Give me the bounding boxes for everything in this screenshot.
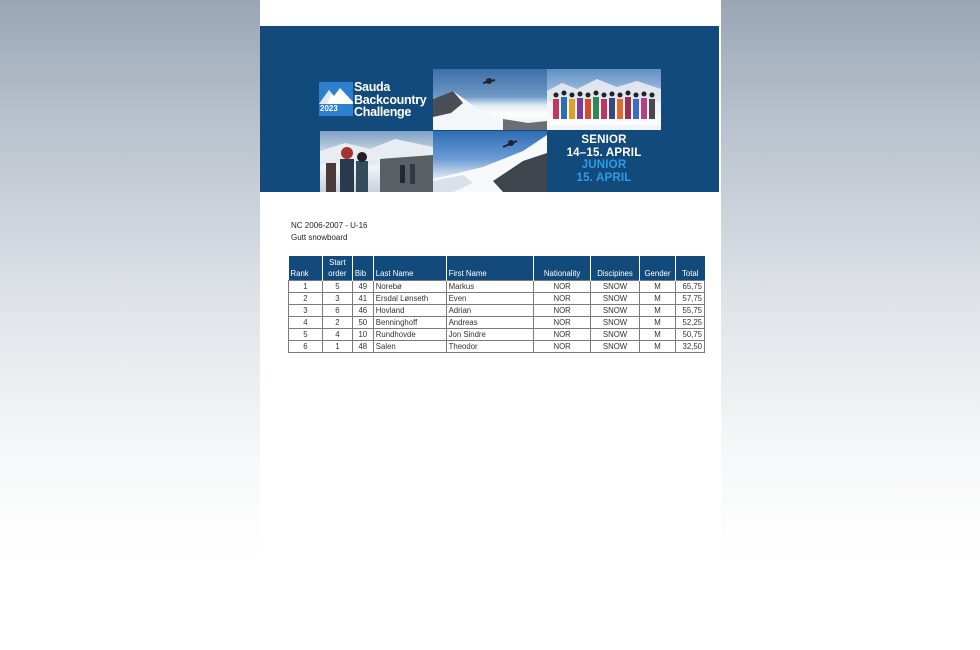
cell-bib: 49 — [352, 281, 373, 293]
cell-total: 65,75 — [675, 281, 704, 293]
mountain-logo-icon — [319, 82, 353, 116]
header-disciplines: Discipines — [591, 256, 640, 281]
category-title: NC 2006-2007 - U-16 — [291, 221, 368, 230]
cell-nationality: NOR — [534, 305, 591, 317]
header-nationality: Nationality — [534, 256, 591, 281]
cell-rank: 5 — [289, 329, 323, 341]
table-row — [289, 329, 705, 341]
cell-rank: 2 — [289, 293, 323, 305]
cell-gender: M — [640, 281, 676, 293]
results-table — [288, 256, 705, 353]
cell-total: 52,25 — [675, 317, 704, 329]
cell-nationality: NOR — [534, 329, 591, 341]
event-banner — [260, 26, 719, 192]
cell-rank: 6 — [289, 341, 323, 353]
cell-bib: 48 — [352, 341, 373, 353]
header-last-name: Last Name — [373, 256, 446, 281]
cell-nationality: NOR — [534, 341, 591, 353]
cell-nationality: NOR — [534, 281, 591, 293]
table-row — [289, 341, 705, 353]
cell-start-order: 5 — [322, 281, 352, 293]
header-gender: Gender — [640, 256, 676, 281]
cell-start-order: 3 — [322, 293, 352, 305]
cell-first-name: Jon Sindre — [446, 329, 534, 341]
header-rank: Rank — [289, 256, 323, 281]
header-start-order-line1: Start — [329, 258, 346, 267]
cell-last-name: Hovland — [373, 305, 446, 317]
senior-label: SENIOR — [581, 134, 627, 146]
cell-start-order: 1 — [322, 341, 352, 353]
document-page — [260, 0, 721, 650]
cell-bib: 46 — [352, 305, 373, 317]
photo-group — [547, 69, 661, 130]
logo-line: Sauda — [354, 80, 391, 94]
photo-snowboard — [433, 131, 547, 192]
junior-dates: 15. APRIL — [576, 171, 632, 184]
cell-rank: 1 — [289, 281, 323, 293]
event-dates — [547, 134, 661, 184]
cell-bib: 50 — [352, 317, 373, 329]
cell-total: 32,50 — [675, 341, 704, 353]
cell-first-name: Markus — [446, 281, 534, 293]
cell-gender: M — [640, 305, 676, 317]
cell-gender: M — [640, 341, 676, 353]
logo-text — [354, 81, 434, 119]
cell-last-name: Norebø — [373, 281, 446, 293]
table-row — [289, 305, 705, 317]
senior-dates: 14–15. APRIL — [566, 146, 642, 159]
cell-start-order: 4 — [322, 329, 352, 341]
cell-discipline: SNOW — [591, 281, 640, 293]
cell-last-name: Benninghoff — [373, 317, 446, 329]
table-row — [289, 317, 705, 329]
logo-line: Backcountry — [354, 92, 427, 107]
cell-first-name: Andreas — [446, 317, 534, 329]
cell-rank: 3 — [289, 305, 323, 317]
cell-first-name: Even — [446, 293, 534, 305]
cell-total: 50,75 — [675, 329, 704, 341]
cell-bib: 41 — [352, 293, 373, 305]
cell-start-order: 6 — [322, 305, 352, 317]
cell-last-name: Salen — [373, 341, 446, 353]
cell-start-order: 2 — [322, 317, 352, 329]
cell-last-name: Rundhovde — [373, 329, 446, 341]
cell-total: 57,75 — [675, 293, 704, 305]
cell-rank: 4 — [289, 317, 323, 329]
header-start-order — [322, 256, 352, 281]
cell-discipline: SNOW — [591, 329, 640, 341]
photo-ski-jump — [433, 69, 547, 130]
header-start-order-line2: order — [328, 269, 347, 278]
category-subtitle: Gutt snowboard — [291, 233, 348, 242]
cell-discipline: SNOW — [591, 293, 640, 305]
cell-nationality: NOR — [534, 317, 591, 329]
cell-discipline: SNOW — [591, 341, 640, 353]
table-row — [289, 293, 705, 305]
cell-total: 55,75 — [675, 305, 704, 317]
junior-label: JUNIOR — [581, 159, 627, 171]
header-first-name: First Name — [446, 256, 534, 281]
cell-discipline: SNOW — [591, 317, 640, 329]
cell-bib: 10 — [352, 329, 373, 341]
photo-hikers — [320, 131, 433, 192]
header-bib: Bib — [352, 256, 373, 281]
table-row — [289, 281, 705, 293]
cell-last-name: Ersdal Lønseth — [373, 293, 446, 305]
header-total: Total — [675, 256, 704, 281]
cell-gender: M — [640, 329, 676, 341]
cell-first-name: Adrian — [446, 305, 534, 317]
cell-discipline: SNOW — [591, 305, 640, 317]
cell-gender: M — [640, 317, 676, 329]
cell-first-name: Theodor — [446, 341, 534, 353]
logo-year: 2023 — [320, 104, 338, 113]
cell-gender: M — [640, 293, 676, 305]
logo-line: Challenge — [354, 105, 412, 119]
cell-nationality: NOR — [534, 293, 591, 305]
table-header-row — [289, 256, 705, 281]
